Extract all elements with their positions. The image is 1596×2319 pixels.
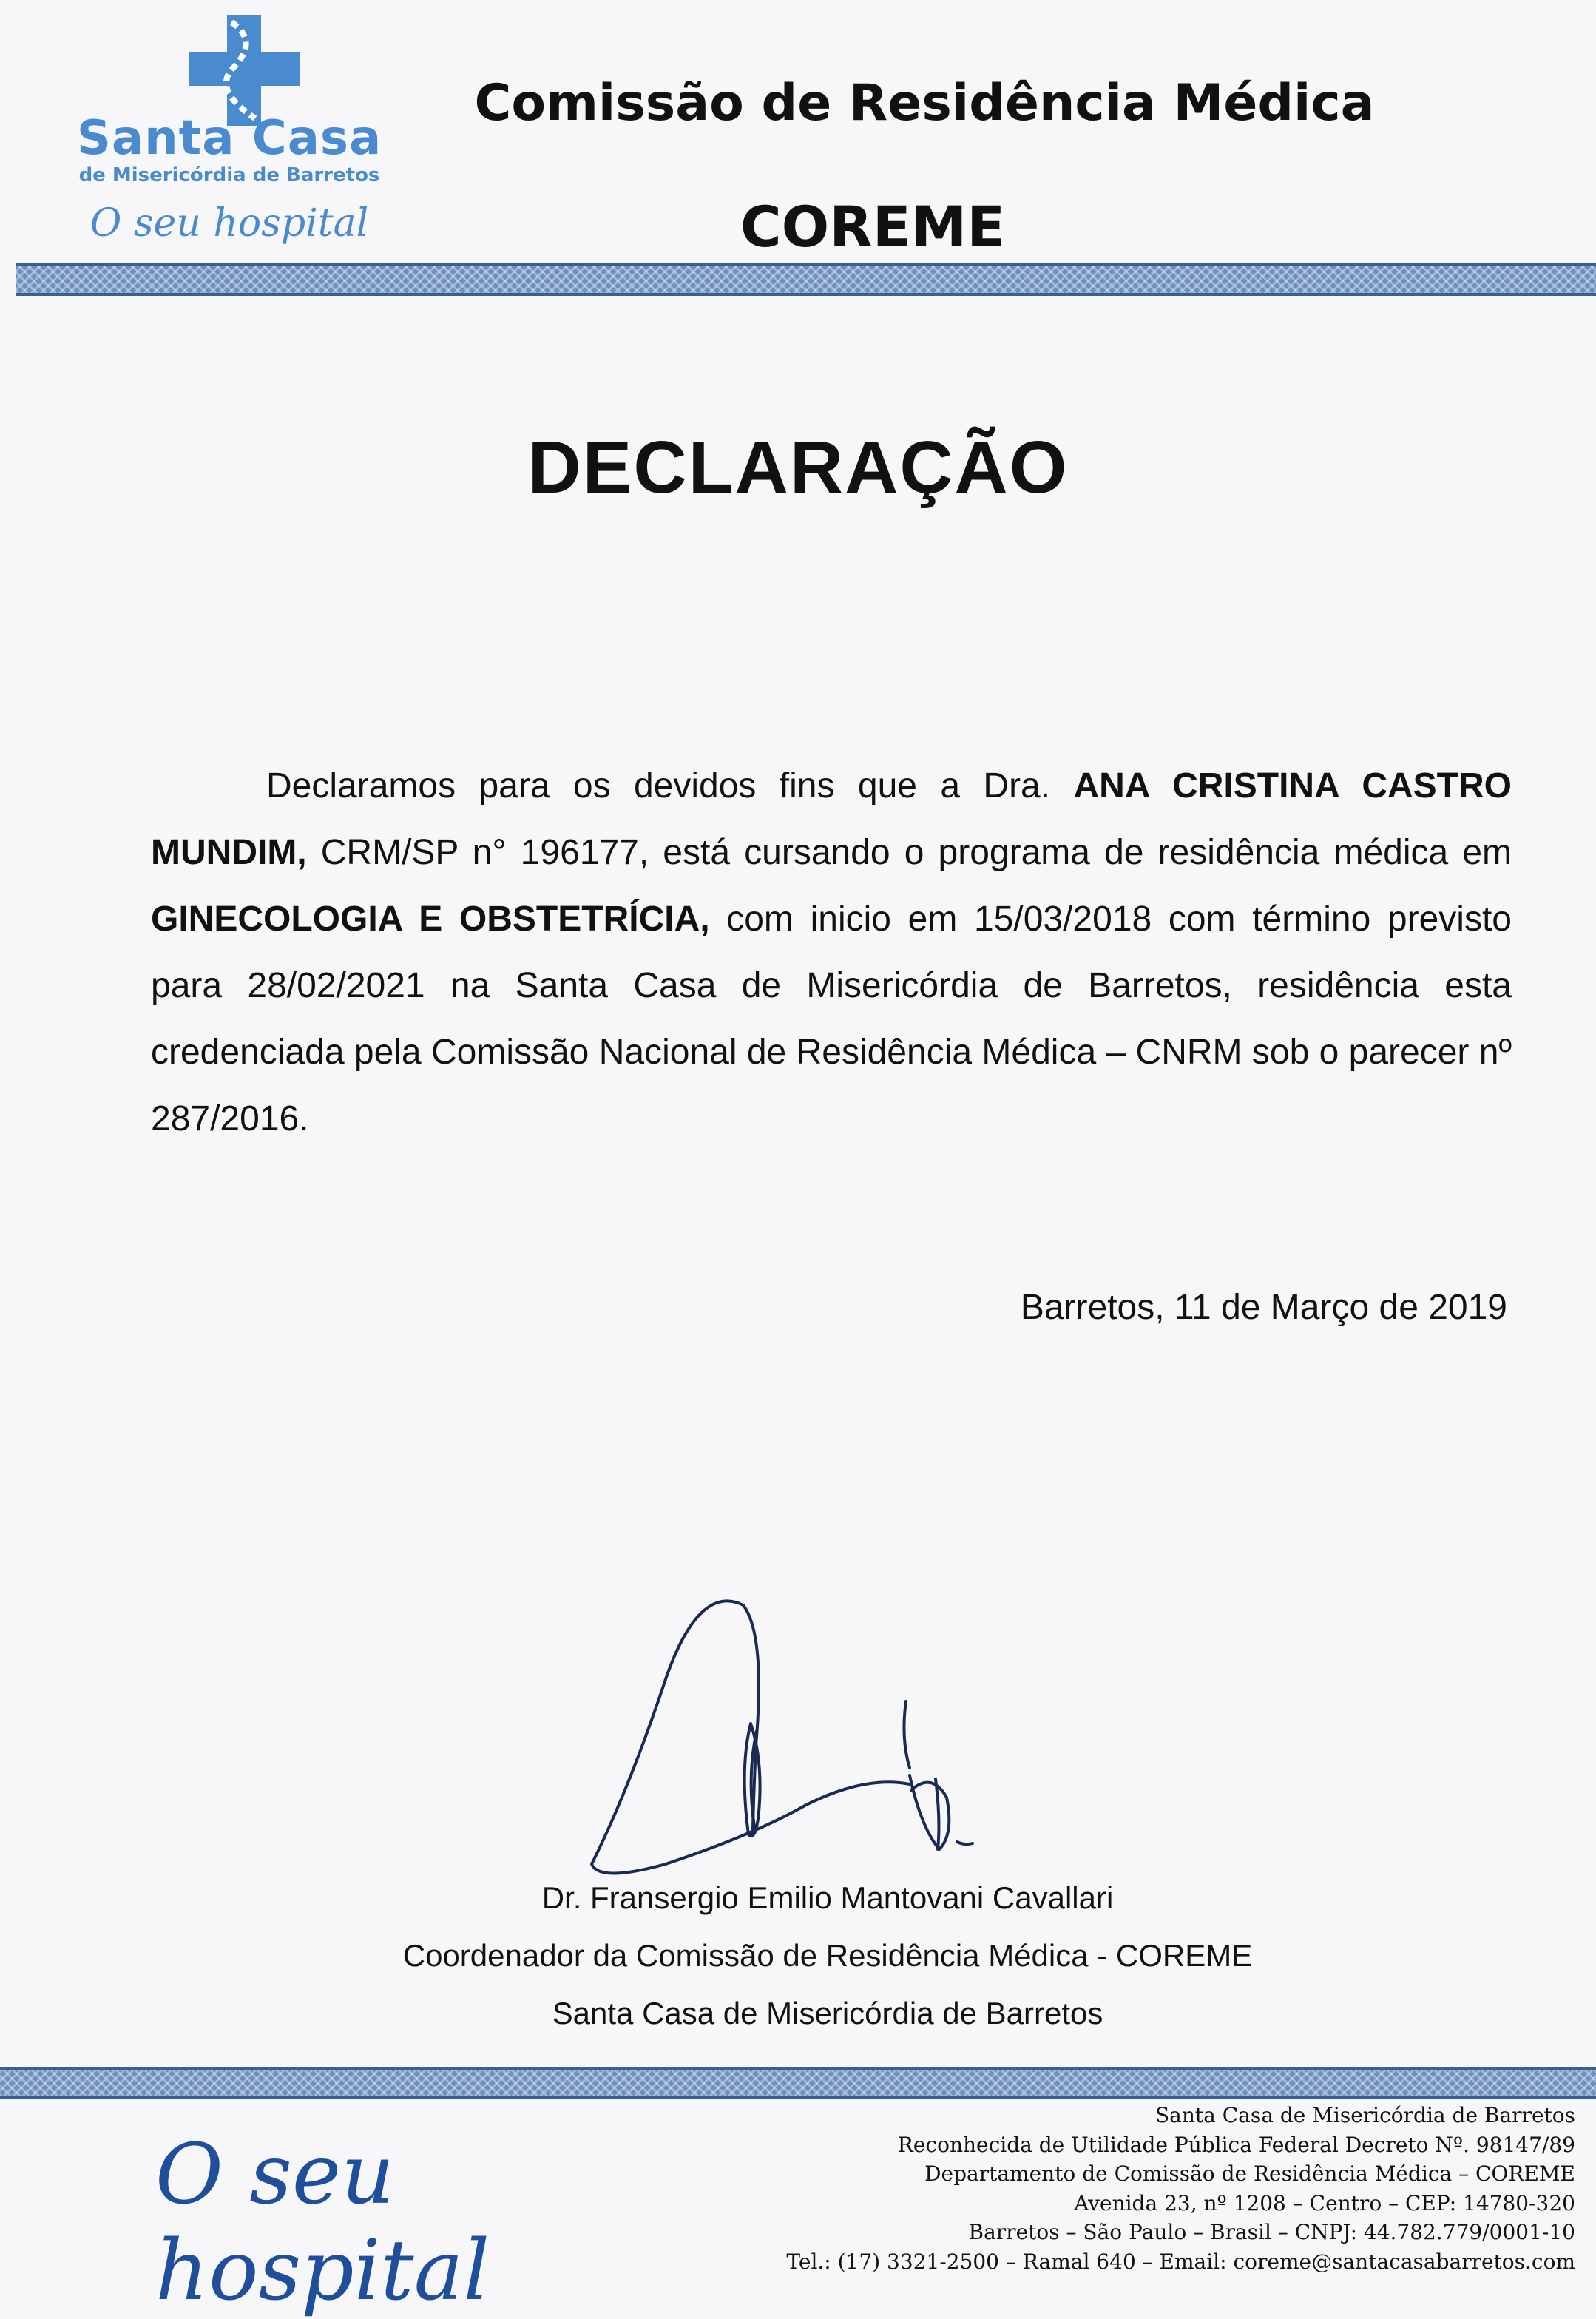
- footer-line: Avenida 23, nº 1208 – Centro – CEP: 14780-320: [1074, 2190, 1575, 2215]
- header-divider-band: [16, 263, 1596, 296]
- header-subtitle: COREME: [740, 194, 1006, 260]
- hospital-logo: [37, 7, 422, 252]
- body-middle: CRM/SP n° 196177, está cursando o programa de residência médica em: [306, 833, 1512, 872]
- signer-role: Coordenador da Comissão de Residência Médica - COREME: [402, 1938, 1253, 1973]
- specialty: GINECOLOGIA E OBSTETRÍCIA,: [151, 899, 710, 939]
- header-title: Comissão de Residência Médica: [474, 74, 1375, 132]
- logo-brand-sub: de Misericórdia de Barretos: [78, 164, 380, 186]
- signer-name: Dr. Fransergio Emilio Mantovani Cavallari: [541, 1880, 1114, 1915]
- footer-line: Departamento de Comissão de Residência Médica – COREME: [924, 2161, 1575, 2186]
- logo-brand: Santa Casa: [76, 111, 382, 166]
- document-title: DECLARAÇÃO: [527, 426, 1069, 509]
- footer-line: Tel.: (17) 3321-2500 – Ramal 640 – Email: coreme@santacasabarretos.com: [786, 2249, 1575, 2274]
- footer-line: Barretos – São Paulo – Brasil – CNPJ: 44.782.779/0001-10: [968, 2220, 1575, 2244]
- footer-divider-band: [0, 2067, 1596, 2099]
- footer-slogan: [155, 2127, 614, 2319]
- medical-cross-icon: [189, 15, 300, 126]
- footer-line: Reconhecida de Utilidade Pública Federal Decreto Nº. 98147/89: [897, 2132, 1575, 2157]
- footer-line: Santa Casa de Misericórdia de Barretos: [1154, 2103, 1575, 2127]
- logo-slogan: O seu hospital: [89, 201, 369, 246]
- footer-contact-info: [725, 2101, 1575, 2276]
- body-intro: Declaramos para os devidos fins que a Dra.: [266, 766, 1074, 806]
- doctor-name: ANA CRISTINA CASTRO MUNDIM,: [151, 766, 1512, 872]
- declaration-date: Barretos, 11 de Março de 2019: [1020, 1288, 1507, 1327]
- declaration-body: [151, 753, 1512, 1152]
- signer-organization: Santa Casa de Misericórdia de Barretos: [552, 1996, 1103, 2031]
- declaration-paragraph: [151, 753, 1512, 1152]
- footer-slogan-text: O seu hospital: [155, 2127, 490, 2319]
- body-end: com inicio em 15/03/2018 com término previsto para 28/02/2021 na Santa Casa de Misericórdia de Barretos, residência esta credenciada pela Comissão Nacional de Residência Médica – CNRM sob o parecer nº 287/2016.: [151, 899, 1512, 1138]
- handwritten-signature: [562, 1590, 1035, 1886]
